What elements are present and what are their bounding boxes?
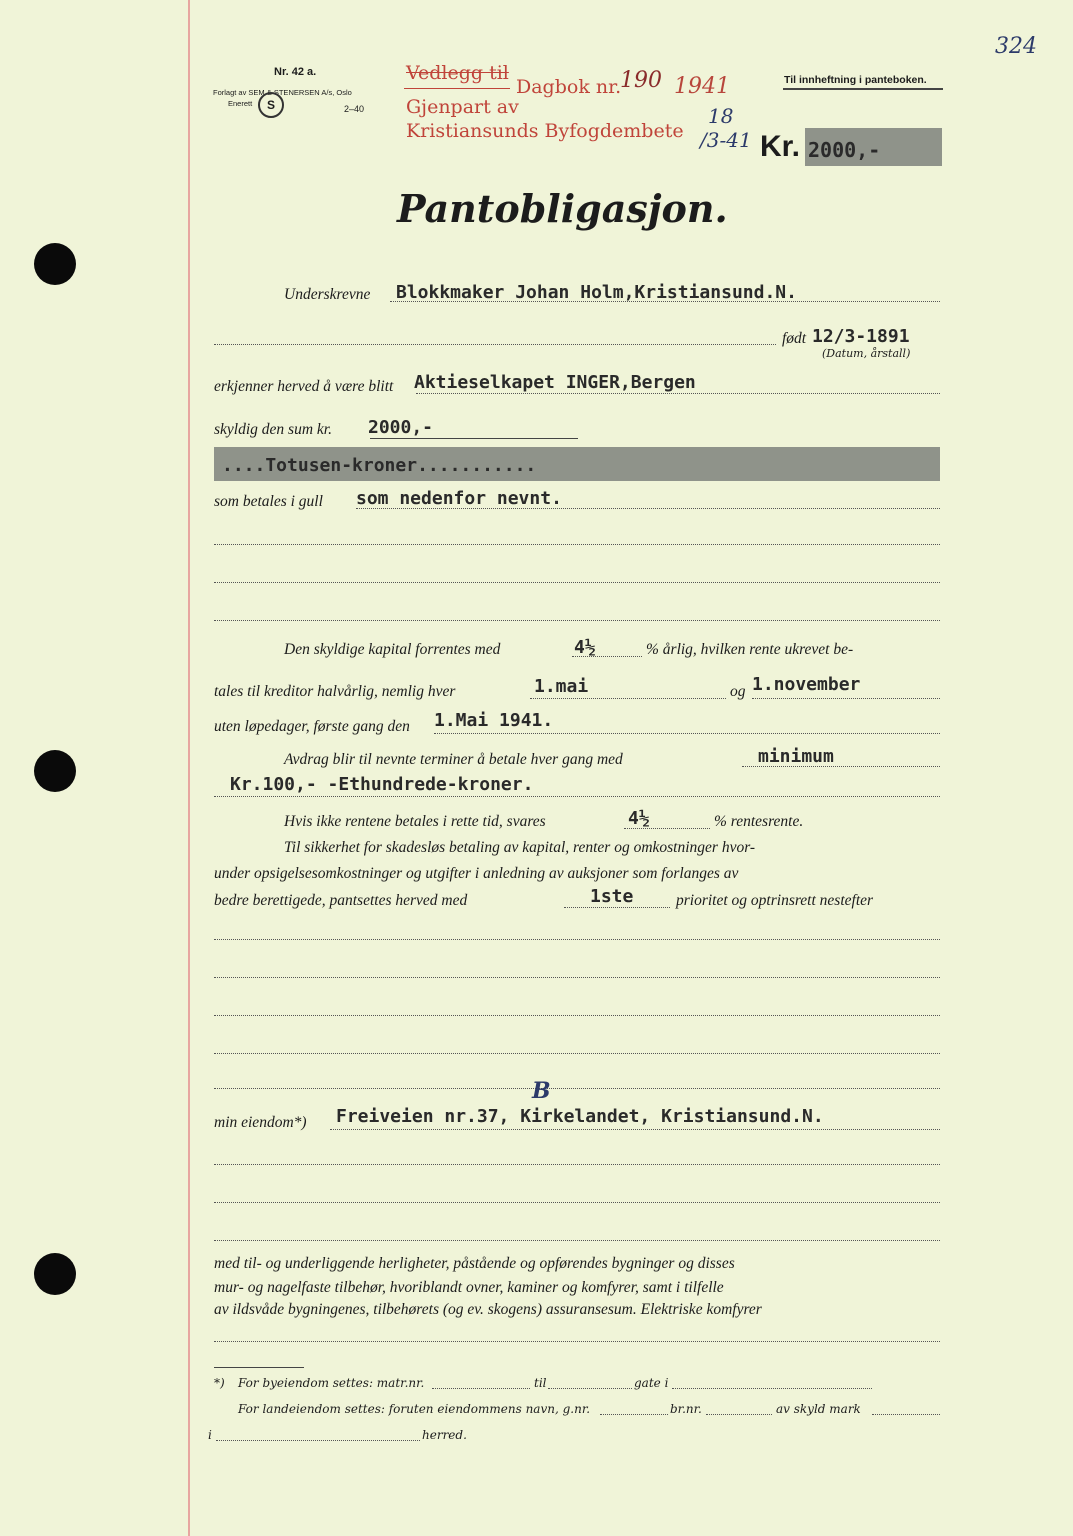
- default-rate: 4½: [628, 808, 650, 829]
- underskrevne-label: Underskrevne: [284, 286, 371, 303]
- sikkerhet-line2: under opsigelsesomkostninger og utgifter i anledning av auksjoner som forlanges av: [214, 865, 739, 882]
- footnote-til-dotline: [548, 1388, 632, 1389]
- footnote-gate: gate i: [634, 1376, 669, 1390]
- sikkerhet-line3-b: prioritet og optrinsrett nestefter: [676, 892, 874, 909]
- first-date: 1.Mai 1941.: [434, 710, 554, 731]
- avdrag-text: Avdrag blir til nevnte terminer å betale hver gang med: [284, 751, 623, 768]
- priority-value: 1ste: [590, 886, 634, 907]
- blank-dotline-6: [214, 1015, 940, 1016]
- blank-dotline-11: [214, 1240, 940, 1241]
- hvis-text: Hvis ikke rentene betales i rette tid, svares: [284, 813, 546, 830]
- clause-line2: mur- og nagelfaste tilbehør, hvoriblandt ovner, kaminer og komfyrer, samt i tilfelle: [214, 1279, 724, 1296]
- blank-dotline-4: [214, 939, 940, 940]
- fodt-value: 12/3-1891: [812, 326, 910, 347]
- publisher-line: Forlagt av SEM & STENERSEN A/s, Oslo: [213, 88, 352, 97]
- interest-line3-a: uten løpedager, første gang den: [214, 718, 410, 735]
- blank-dotline-12: [214, 1341, 940, 1342]
- creditor-name: Aktieselkapet INGER,Bergen: [414, 372, 696, 393]
- erkjenner-label: erkjenner herved å være blitt: [214, 378, 394, 395]
- footnote-star: *): [214, 1376, 225, 1390]
- footnote-herred: herred.: [422, 1428, 467, 1442]
- vedlegg-struck-text: Vedlegg til: [406, 62, 509, 84]
- footnote-brnr-dotline: [706, 1414, 772, 1415]
- interest-line1-b: % årlig, hvilken rente ukrevet be-: [646, 641, 854, 658]
- interest-line1-a: Den skyldige kapital forrentes med: [284, 641, 501, 658]
- dagbok-label: Dagbok nr.: [516, 76, 622, 98]
- date-hand-bottom: /3-41: [700, 128, 752, 152]
- underskrevne-value: Blokkmaker Johan Holm,Kristiansund.N.: [396, 282, 797, 303]
- dagbok-year: 1941: [674, 74, 730, 99]
- vedlegg-underline: [404, 88, 510, 89]
- hvis-text-b: % rentesrente.: [714, 813, 804, 830]
- document-title: Pantobligasjon.: [397, 186, 728, 231]
- interest-date2: 1.november: [752, 674, 861, 695]
- footnote-by-label: For byeiendom settes: matr.nr.: [238, 1376, 425, 1390]
- kr-label: Kr.: [760, 130, 801, 163]
- avdrag-line2-dotline: [214, 796, 940, 797]
- footnote-herred-dotline: [216, 1440, 420, 1441]
- property-label: min eiendom*): [214, 1114, 307, 1131]
- blank-dotline-9: [214, 1164, 940, 1165]
- interest-date1: 1.mai: [534, 676, 589, 697]
- date-hand-top: 18: [708, 104, 734, 128]
- form-number: Nr. 42 a.: [274, 66, 317, 78]
- datum-hint: (Datum, årstall): [822, 347, 911, 360]
- priority-dotline: [564, 907, 670, 908]
- footnote-skyld: av skyld mark: [776, 1402, 861, 1416]
- office-name: Kristiansunds Byfogdembete: [406, 120, 684, 142]
- date1-dotline: [530, 698, 726, 699]
- blank-dotline-8: [214, 1088, 940, 1089]
- clause-line3: av ildsvåde bygningenes, tilbehørets (og ev. skogens) assuransesum. Elektriske komfyrer: [214, 1301, 762, 1318]
- avdrag-line2: Kr.100,- -Ethundrede-kroner.: [230, 774, 534, 795]
- footnote-rule: [214, 1367, 304, 1368]
- first-date-dotline: [434, 733, 940, 734]
- interest-line2-a: tales til kreditor halvårlig, nemlig hver: [214, 683, 456, 700]
- footnote-til: til: [534, 1376, 547, 1390]
- blank-dotline-10: [214, 1202, 940, 1203]
- footnote-i: i: [208, 1428, 212, 1442]
- blank-dotline-2: [214, 582, 940, 583]
- fodt-label: født: [782, 330, 807, 347]
- footnote-brnr: br.nr.: [670, 1402, 702, 1416]
- blank-dotline-3: [214, 620, 940, 621]
- clause-line1: med til- og underliggende herligheter, påstående og opførendes bygninger og disses: [214, 1255, 735, 1272]
- betales-label: som betales i gull: [214, 493, 323, 510]
- property-hand-mark: B: [532, 1078, 551, 1104]
- property-value: Freiveien nr.37, Kirkelandet, Kristiansund.N.: [336, 1106, 824, 1127]
- punch-hole-3: [34, 1253, 76, 1295]
- footnote-skyld-dotline: [872, 1414, 940, 1415]
- publisher-enerett: Enerett: [228, 99, 253, 108]
- footnote-gnr-dotline: [600, 1414, 668, 1415]
- punch-hole-1: [34, 243, 76, 285]
- blank-dotline-1: [214, 544, 940, 545]
- footnote-gate-dotline: [672, 1388, 872, 1389]
- property-dotline: [330, 1129, 940, 1130]
- avdrag-value: minimum: [758, 746, 834, 767]
- page-number: 324: [995, 34, 1037, 59]
- interest-rate: 4½: [574, 637, 596, 658]
- date2-dotline: [752, 698, 940, 699]
- skyldig-label: skyldig den sum kr.: [214, 421, 332, 438]
- blank-dotline-5: [214, 977, 940, 978]
- dagbok-number: 190: [620, 68, 662, 93]
- sum-value: 2000,-: [368, 417, 434, 438]
- gjenpart-text: Gjenpart av: [406, 96, 519, 118]
- panteboken-note: Til innheftning i panteboken.: [784, 74, 927, 86]
- blank-dotline-7: [214, 1053, 940, 1054]
- betales-value: som nedenfor nevnt.: [356, 488, 562, 509]
- sikkerhet-line3-a: bedre berettigede, pantsettes herved med: [214, 892, 468, 909]
- publisher-code: 2–40: [344, 104, 365, 114]
- footnote-matr-dotline: [432, 1388, 530, 1389]
- punch-hole-2: [34, 750, 76, 792]
- sum-words: ....Totusen-kroner...........: [222, 455, 537, 476]
- panteboken-underline: [783, 88, 943, 90]
- erkjenner-dotline: [416, 393, 940, 394]
- sikkerhet-line1: Til sikkerhet for skadesløs betaling av kapital, renter og omkostninger hvor-: [284, 839, 756, 856]
- publisher-stamp: S: [258, 92, 284, 118]
- kr-amount: 2000,-: [808, 138, 881, 162]
- fodt-dotline-left: [214, 344, 776, 345]
- red-margin-line: [188, 0, 190, 1536]
- footnote-land-label: For landeiendom settes: foruten eiendommens navn, g.nr.: [238, 1402, 591, 1416]
- interest-og: og: [730, 683, 746, 700]
- skyldig-underline: [370, 438, 578, 439]
